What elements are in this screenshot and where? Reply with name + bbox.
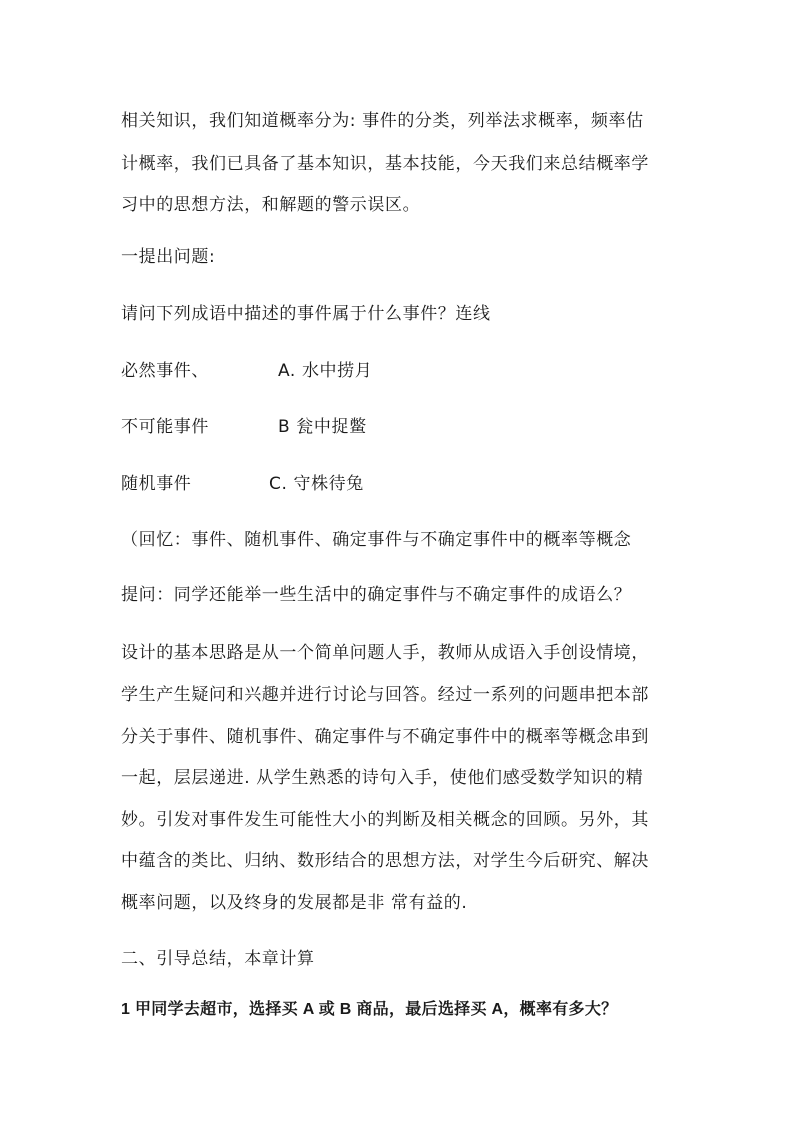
intro-line: 习中的思想方法，和解题的警示误区。 (121, 195, 421, 215)
problem-text: 1 甲同学去超市，选择买 A 或 B 商品，最后选择买 A，概率有多大？ (121, 1001, 618, 1018)
match-row (121, 361, 373, 381)
match-right: C. 守株待兔 (269, 474, 364, 494)
match-left: 不可能事件 (121, 417, 209, 437)
design-line: 概率问题，以及终身的发展都是非 常有益的. (121, 893, 468, 913)
intro-line: 计概率，我们已具备了基本知识，基本技能，今天我们来总结概率学 (121, 154, 649, 174)
section-heading: 一提出问题: (121, 247, 216, 267)
intro-line: 相关知识，我们知道概率分为: 事件的分类，列举法求概率，频率估 (121, 111, 644, 131)
question-text: 请问下列成语中描述的事件属于什么事件？连线 (121, 304, 491, 324)
match-left: 随机事件 (121, 474, 192, 494)
design-line: 中蕴含的类比、归纳、数形结合的思想方法，对学生今后研究、解决 (121, 851, 649, 871)
section-heading: 二、引导总结，本章计算 (121, 949, 315, 969)
design-line: 分关于事件、随机事件、确定事件与不确定事件中的概率等概念串到 (121, 727, 649, 747)
match-row (121, 474, 364, 494)
match-row (121, 417, 367, 437)
recall-text: （回忆：事件、随机事件、确定事件与不确定事件中的概率等概念 (121, 530, 632, 550)
match-right: A. 水中捞月 (278, 361, 373, 381)
match-right: B 瓮中捉鳖 (278, 417, 367, 437)
design-line: 设计的基本思路是从一个简单问题人手，教师从成语入手创设情境， (121, 643, 649, 663)
prompt-text: 提问：同学还能举一些生活中的确定事件与不确定事件的成语么？ (121, 585, 632, 605)
design-line: 一起，层层递进. 从学生熟悉的诗句入手，使他们感受数学知识的精 (121, 768, 644, 788)
design-line: 妙。引发对事件发生可能性大小的判断及相关概念的回顾。另外，其 (121, 810, 649, 830)
match-left: 必然事件、 (121, 361, 209, 381)
design-line: 学生产生疑问和兴趣并进行讨论与回答。经过一系列的问题串把本部 (121, 685, 649, 705)
